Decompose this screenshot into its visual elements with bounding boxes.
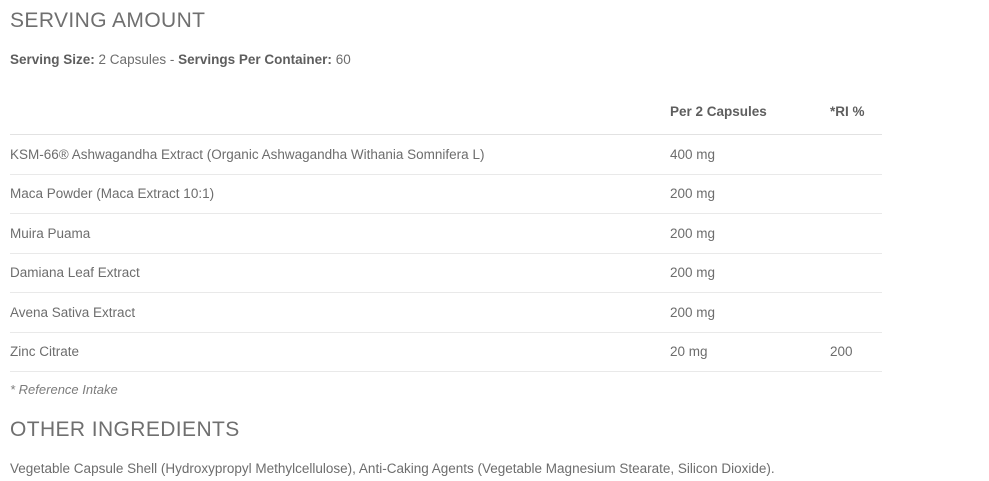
ingredient-amount: 200 mg — [670, 293, 830, 333]
ingredient-ri — [830, 293, 882, 333]
serving-size-line — [10, 51, 979, 69]
table-row — [10, 174, 882, 214]
table-header-row — [10, 95, 882, 135]
ingredient-amount: 20 mg — [670, 332, 830, 372]
ingredient-ri — [830, 214, 882, 254]
ingredient-amount: 200 mg — [670, 214, 830, 254]
servings-per-container-label: Servings Per Container: — [178, 52, 332, 67]
table-header — [10, 95, 882, 135]
supplement-facts-table — [10, 95, 882, 372]
ingredient-name: Maca Powder (Maca Extract 10:1) — [10, 174, 670, 214]
other-ingredients-heading: OTHER INGREDIENTS — [10, 418, 240, 441]
ingredient-name: Avena Sativa Extract — [10, 293, 670, 333]
table-row — [10, 135, 882, 175]
serving-size-label: Serving Size: — [10, 52, 95, 67]
table-body — [10, 135, 882, 372]
table-row — [10, 253, 882, 293]
column-header-per-serving: Per 2 Capsules — [670, 95, 830, 135]
serving-amount-heading: SERVING AMOUNT — [10, 9, 206, 32]
table-row — [10, 332, 882, 372]
column-header-ri-percent: *RI % — [830, 95, 882, 135]
ingredient-amount: 200 mg — [670, 253, 830, 293]
ingredient-ri — [830, 135, 882, 175]
ingredient-ri: 200 — [830, 332, 882, 372]
serving-size-value: 2 Capsules — [98, 52, 167, 67]
serving-line-separator: - — [169, 52, 175, 67]
reference-intake-footnote: * Reference Intake — [10, 382, 118, 397]
other-ingredients-text: Vegetable Capsule Shell (Hydroxypropyl Methylcellulose), Anti-Caking Agents (Vegetable Magnesium Stearate, Silicon Dioxide). — [10, 461, 775, 476]
ingredient-name: Muira Puama — [10, 214, 670, 254]
servings-per-container-value: 60 — [335, 52, 351, 67]
table-row — [10, 293, 882, 333]
ingredient-name: Damiana Leaf Extract — [10, 253, 670, 293]
ingredient-amount: 400 mg — [670, 135, 830, 175]
ingredient-ri — [830, 253, 882, 293]
ingredient-ri — [830, 174, 882, 214]
table-row — [10, 214, 882, 254]
column-header-ingredient — [10, 95, 670, 135]
ingredient-name: KSM-66® Ashwagandha Extract (Organic Ashwagandha Withania Somnifera L) — [10, 135, 670, 175]
ingredient-name: Zinc Citrate — [10, 332, 670, 372]
ingredient-amount: 200 mg — [670, 174, 830, 214]
